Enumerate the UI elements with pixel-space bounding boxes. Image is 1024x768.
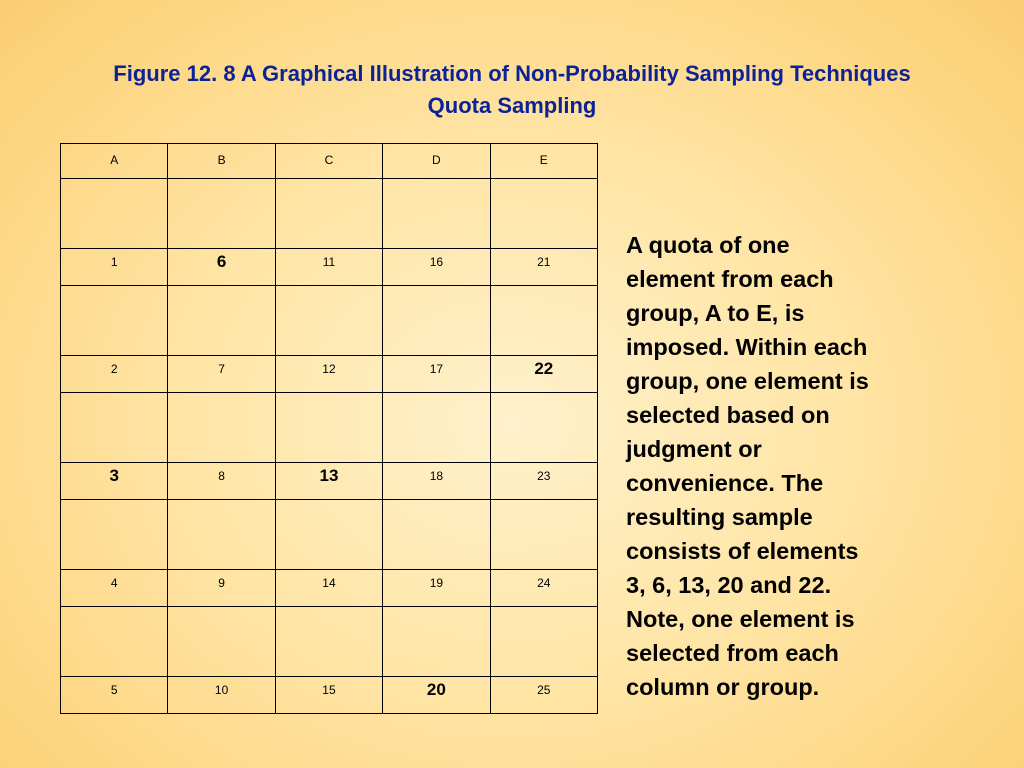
description-line: Note, one element is: [626, 606, 855, 632]
empty-cell: [383, 500, 490, 570]
description-line: convenience. The: [626, 470, 824, 496]
spacer-row: [61, 179, 598, 249]
empty-cell: [490, 179, 597, 249]
empty-cell: [383, 179, 490, 249]
empty-cell: [168, 500, 275, 570]
empty-cell: [61, 179, 168, 249]
selected-element-cell: 22: [490, 356, 597, 393]
group-header-a: A: [61, 144, 168, 179]
element-row: [61, 249, 598, 286]
description-line: column or group.: [626, 674, 820, 700]
empty-cell: [275, 286, 382, 356]
description-line: group, A to E, is: [626, 300, 805, 326]
selected-element-cell: 6: [168, 249, 275, 286]
description-line: A quota of one: [626, 232, 790, 258]
empty-cell: [383, 286, 490, 356]
empty-cell: [168, 393, 275, 463]
group-header-b: B: [168, 144, 275, 179]
empty-cell: [168, 607, 275, 677]
selected-element-cell: 13: [275, 463, 382, 500]
figure-title: [0, 58, 1024, 122]
element-cell: 4: [61, 570, 168, 607]
group-header-d: D: [383, 144, 490, 179]
description-line: resulting sample: [626, 504, 813, 530]
description-line: selected based on: [626, 402, 830, 428]
header-row: [61, 144, 598, 179]
element-cell: 19: [383, 570, 490, 607]
element-row: [61, 677, 598, 714]
empty-cell: [168, 179, 275, 249]
empty-cell: [490, 500, 597, 570]
spacer-row: [61, 393, 598, 463]
element-cell: 17: [383, 356, 490, 393]
element-cell: 25: [490, 677, 597, 714]
element-cell: 7: [168, 356, 275, 393]
description-line: selected from each: [626, 640, 839, 666]
description-line: consists of elements: [626, 538, 859, 564]
empty-cell: [61, 393, 168, 463]
empty-cell: [275, 500, 382, 570]
description-line: judgment or: [626, 436, 762, 462]
empty-cell: [490, 607, 597, 677]
empty-cell: [61, 286, 168, 356]
element-cell: 10: [168, 677, 275, 714]
element-cell: 12: [275, 356, 382, 393]
selected-element-cell: 3: [61, 463, 168, 500]
empty-cell: [383, 393, 490, 463]
description-line: 3, 6, 13, 20 and 22.: [626, 572, 832, 598]
description-paragraph: [626, 228, 946, 704]
element-cell: 16: [383, 249, 490, 286]
element-row: [61, 570, 598, 607]
empty-cell: [61, 607, 168, 677]
element-cell: 23: [490, 463, 597, 500]
element-cell: 18: [383, 463, 490, 500]
element-cell: 1: [61, 249, 168, 286]
selected-element-cell: 20: [383, 677, 490, 714]
element-cell: 2: [61, 356, 168, 393]
empty-cell: [168, 286, 275, 356]
description-line: imposed. Within each: [626, 334, 868, 360]
empty-cell: [275, 179, 382, 249]
element-row: [61, 356, 598, 393]
empty-cell: [275, 393, 382, 463]
empty-cell: [61, 500, 168, 570]
quota-sampling-grid: [60, 143, 598, 714]
description-line: group, one element is: [626, 368, 869, 394]
element-cell: 8: [168, 463, 275, 500]
element-cell: 11: [275, 249, 382, 286]
spacer-row: [61, 286, 598, 356]
element-cell: 21: [490, 249, 597, 286]
element-row: [61, 463, 598, 500]
element-cell: 15: [275, 677, 382, 714]
spacer-row: [61, 500, 598, 570]
figure-title-line-2: Quota Sampling: [427, 93, 597, 118]
empty-cell: [275, 607, 382, 677]
element-cell: 14: [275, 570, 382, 607]
empty-cell: [490, 286, 597, 356]
element-cell: 9: [168, 570, 275, 607]
group-header-e: E: [490, 144, 597, 179]
element-cell: 24: [490, 570, 597, 607]
empty-cell: [490, 393, 597, 463]
spacer-row: [61, 607, 598, 677]
group-header-c: C: [275, 144, 382, 179]
description-line: element from each: [626, 266, 834, 292]
empty-cell: [383, 607, 490, 677]
figure-title-line-1: Figure 12. 8 A Graphical Illustration of Non-Probability Sampling Techniques: [113, 61, 911, 86]
element-cell: 5: [61, 677, 168, 714]
